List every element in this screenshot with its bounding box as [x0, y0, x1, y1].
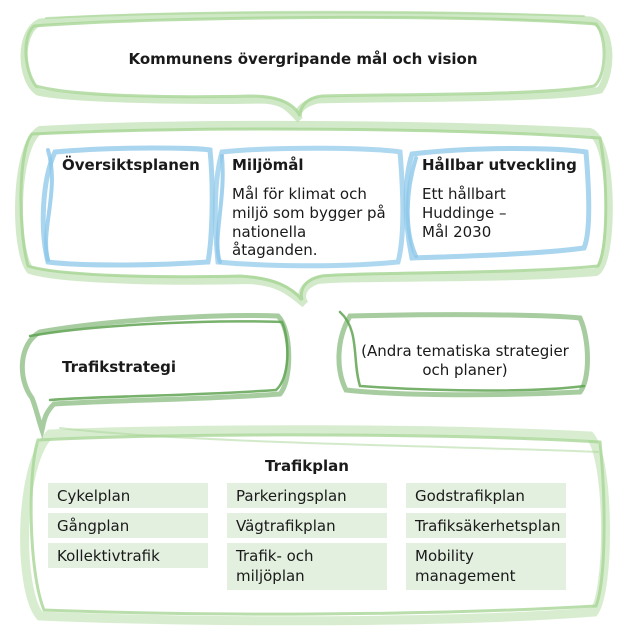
vision-title: Kommunens övergripande mål och vision [128, 50, 478, 68]
other-strategies-text: (Andra tematiska strategier och planer) [361, 342, 569, 379]
column-title-oversiktsplanen: Översiktsplanen [62, 156, 200, 174]
strategy-title: Trafikstrategi [62, 358, 177, 376]
plan-parkeringsplan: Parkeringsplan [227, 483, 387, 508]
trafikplan-title: Trafikplan [265, 457, 349, 475]
plan-trafik-och-miljoplan: Trafik- och miljöplan [227, 543, 387, 590]
column-title-hallbar: Hållbar utveckling [422, 156, 577, 174]
plan-trafiksakerhetsplan: Trafiksäkerhetsplan [406, 513, 566, 538]
plan-godstrafikplan: Godstrafikplan [406, 483, 566, 508]
column-body-hallbar: Ett hållbart Huddinge – Mål 2030 [422, 185, 507, 241]
column-body-miljomal: Mål för klimat och miljö som bygger på nationella åtaganden. [232, 185, 386, 260]
plan-mobility-management: Mobility management [406, 543, 566, 590]
plan-kollektivtrafik: Kollektivtrafik [48, 543, 208, 568]
plan-vagtrafikplan: Vägtrafikplan [227, 513, 387, 538]
plan-gangplan: Gångplan [48, 513, 208, 538]
column-title-miljomal: Miljömål [232, 156, 304, 174]
plan-cykelplan: Cykelplan [48, 483, 208, 508]
